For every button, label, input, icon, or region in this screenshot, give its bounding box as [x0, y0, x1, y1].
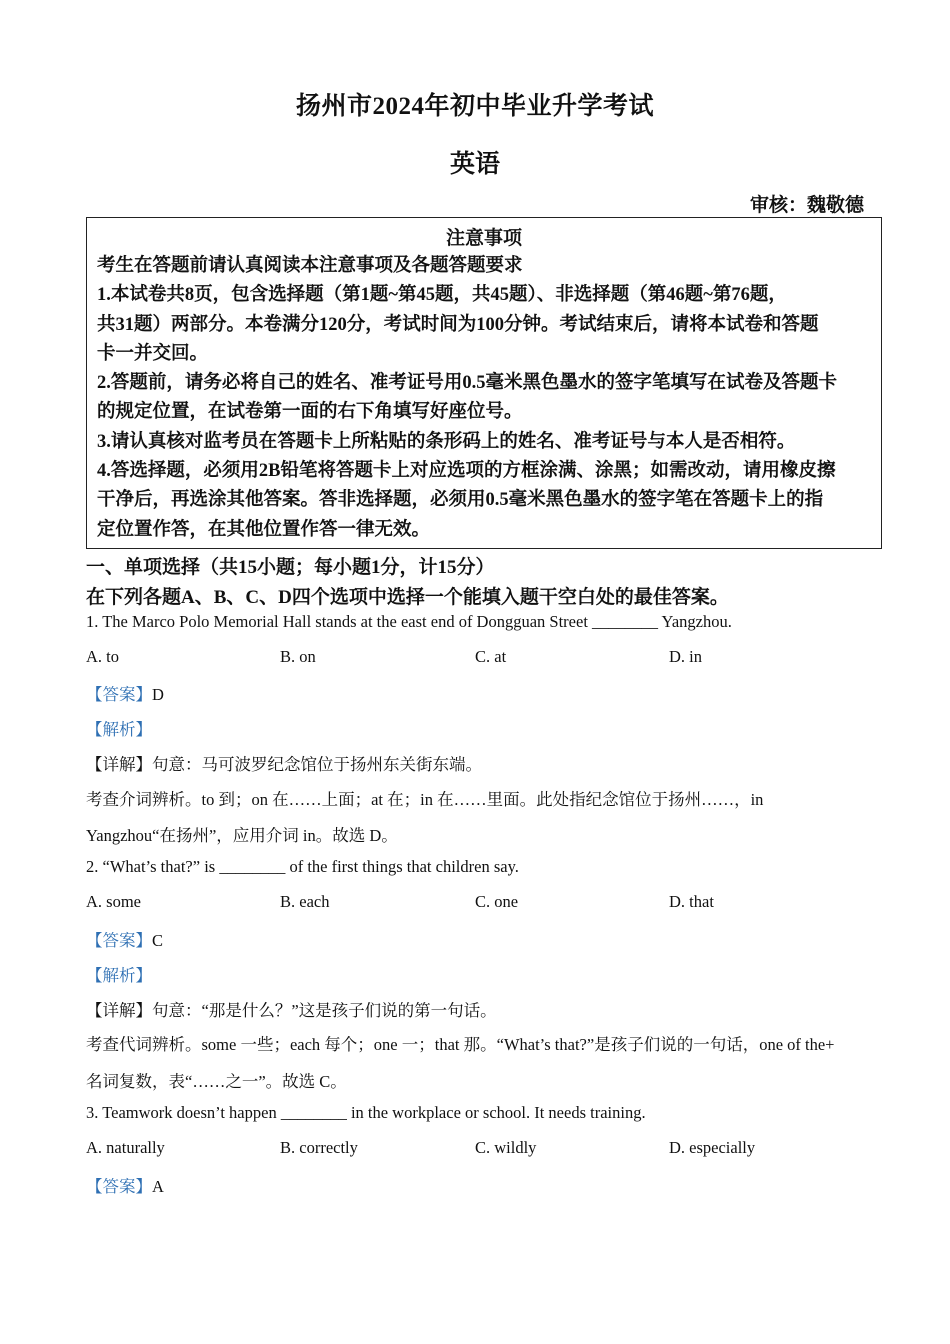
answer-tag: 【答案】 — [86, 1177, 152, 1196]
notice-line: 3.请认真核对监考员在答题卡上所粘贴的条形码上的姓名、准考证号与本人是否相符。 — [97, 431, 796, 452]
option-c: C. one — [475, 892, 519, 911]
notice-line: 干净后，再选涂其他答案。答非选择题，必须用0.5毫米黑色墨水的签字笔在答题卡上的指 — [97, 490, 824, 511]
detail-line-2 — [86, 997, 886, 1021]
page-title: 扬州市2024年初中毕业升学考试 — [295, 93, 654, 120]
explanation-line: 考查代词辨析。some 一些；each 每个；one 一；that 那。“What’s that?”是孩子们说的一句话，one of the+ — [86, 1035, 835, 1054]
detail-text: 句意：马可波罗纪念馆位于扬州东关街东端。 — [152, 755, 482, 774]
answer-line-1 — [86, 681, 886, 705]
answer-tag: 【答案】 — [86, 685, 152, 704]
answer-line-2 — [86, 927, 886, 951]
analysis-tag: 【解析】 — [86, 720, 152, 739]
answer-value: D — [152, 685, 164, 704]
question-options-3 — [86, 1138, 886, 1162]
section-instruction: 在下列各题A、B、C、D四个选项中选择一个能填入题干空白处的最佳答案。 — [86, 587, 729, 608]
option-d: D. especially — [669, 1138, 756, 1157]
option-b: B. each — [280, 892, 330, 911]
section-title: 一、单项选择（共15小题；每小题1分，计15分） — [86, 557, 495, 578]
notice-box — [86, 217, 882, 549]
answer-tag: 【答案】 — [86, 931, 152, 950]
reviewer-label: 审核：魏敬德 — [749, 195, 864, 216]
option-d: D. in — [669, 647, 702, 666]
analysis-tag: 【解析】 — [86, 966, 152, 985]
option-b: B. on — [280, 647, 316, 666]
question-options-1 — [86, 647, 886, 671]
analysis-line-2 — [86, 962, 886, 986]
notice-line: 定位置作答，在其他位置作答一律无效。 — [97, 519, 431, 540]
notice-line: 1.本试卷共8页，包含选择题（第1题~第45题，共45题）、非选择题（第46题~第76题， — [97, 285, 787, 306]
option-c: C. at — [475, 647, 507, 666]
notice-line: 共31题）两部分。本卷满分120分，考试时间为100分钟。考试结束后，请将本试卷和答题 — [97, 314, 819, 335]
explanation-line: Yangzhou“在扬州”，应用介词 in。故选 D。 — [86, 826, 398, 845]
notice-line: 的规定位置，在试卷第一面的右下角填写好座位号。 — [97, 402, 523, 423]
option-c: C. wildly — [475, 1138, 537, 1157]
answer-value: A — [152, 1177, 164, 1196]
option-b: B. correctly — [280, 1138, 358, 1157]
answer-line-3 — [86, 1173, 886, 1197]
detail-text: 句意：“那是什么？”这是孩子们说的第一句话。 — [152, 1001, 497, 1020]
notice-line: 考生在答题前请认真阅读本注意事项及各题答题要求 — [97, 256, 523, 276]
question-options-2 — [86, 892, 886, 916]
notice-title: 注意事项 — [445, 228, 522, 249]
detail-tag: 【详解】 — [86, 1001, 152, 1020]
option-a: A. some — [86, 892, 141, 911]
question-stem-2: 2. “What’s that?” is ________ of the first things that children say. — [86, 857, 519, 876]
option-a: A. to — [86, 647, 119, 666]
detail-line-1 — [86, 751, 886, 775]
answer-value: C — [152, 931, 164, 950]
notice-line: 4.答选择题，必须用2B铅笔将答题卡上对应选项的方框涂满、涂黑；如需改动，请用橡皮擦 — [97, 461, 836, 482]
notice-line: 卡一并交回。 — [97, 343, 209, 364]
explanation-line: 名词复数，表“……之一”。故选 C。 — [86, 1072, 347, 1091]
option-a: A. naturally — [86, 1138, 165, 1157]
notice-line: 2.答题前，请务必将自己的姓名、准考证号用0.5毫米黑色墨水的签字笔填写在试卷及答题卡 — [97, 373, 838, 394]
option-d: D. that — [669, 892, 714, 911]
detail-tag: 【详解】 — [86, 755, 152, 774]
question-stem-3: 3. Teamwork doesn’t happen ________ in the workplace or school. It needs training. — [86, 1103, 646, 1122]
page-subtitle: 英语 — [449, 151, 500, 178]
explanation-line: 考查介词辨析。to 到；on 在……上面；at 在；in 在……里面。此处指纪念馆位于扬州……，in — [86, 790, 764, 809]
analysis-line-1 — [86, 716, 886, 740]
question-stem-1: 1. The Marco Polo Memorial Hall stands at the east end of Dongguan Street ________ Yangzhou. — [86, 612, 732, 631]
